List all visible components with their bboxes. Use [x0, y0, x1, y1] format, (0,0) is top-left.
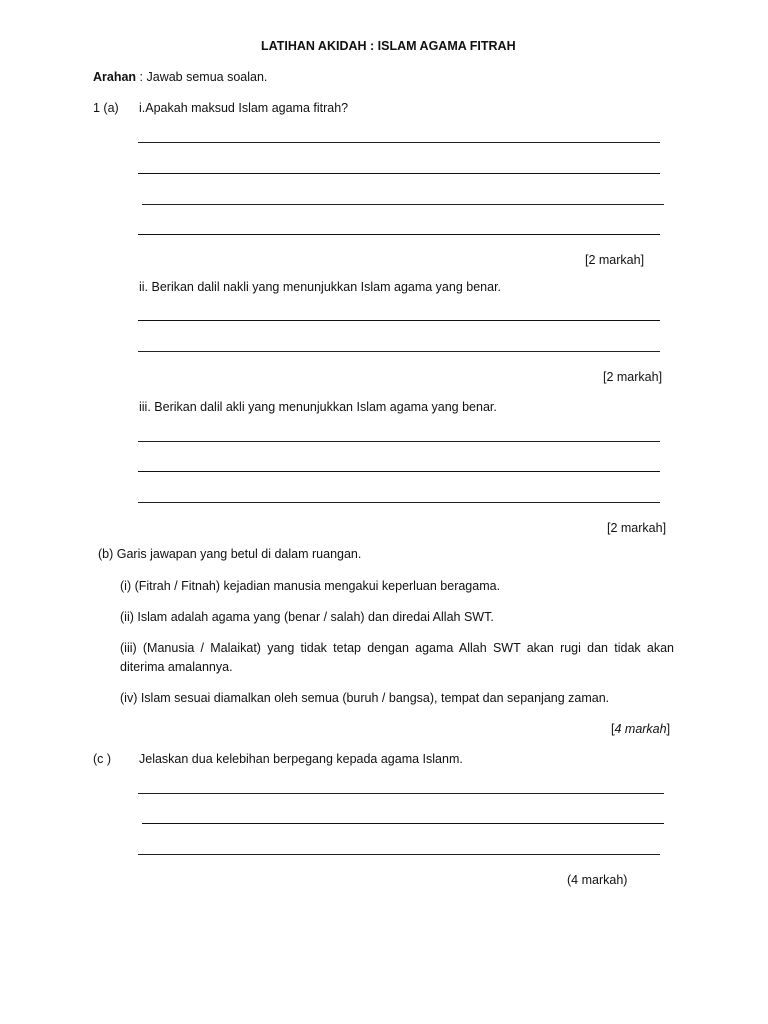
answer-line	[138, 173, 660, 174]
answer-line	[138, 471, 660, 472]
question-b-prompt: (b) Garis jawapan yang betul di dalam ruangan.	[98, 547, 362, 561]
answer-line	[138, 351, 660, 352]
question-b-item-iii: (iii) (Manusia / Malaikat) yang tidak tetap dengan agama Allah SWT akan rugi dan tidak akan	[120, 641, 674, 655]
question-b-item-i: (i) (Fitrah / Fitnah) kejadian manusia mengakui keperluan beragama.	[120, 579, 501, 593]
question-b-item-iii-continued: diterima amalannya.	[120, 660, 233, 674]
question-c-text: Jelaskan dua kelebihan berpegang kepada agama Islanm.	[139, 752, 463, 766]
answer-line	[138, 142, 660, 143]
question-b-item-iv: (iv) Islam sesuai diamalkan oleh semua (buruh / bangsa), tempat dan sepanjang zaman.	[120, 691, 610, 705]
question-b-item-ii: (ii) Islam adalah agama yang (benar / salah) dan diredai Allah SWT.	[120, 610, 494, 624]
marks-bracket-open: [	[611, 722, 615, 736]
question-1a-i-marks: [2 markah]	[585, 253, 645, 267]
worksheet-title: LATIHAN AKIDAH : ISLAM AGAMA FITRAH	[261, 39, 516, 53]
instruction	[93, 69, 267, 85]
question-c-marks: (4 markah)	[567, 873, 628, 887]
question-1a-iii-marks: [2 markah]	[607, 521, 667, 535]
answer-line	[142, 823, 664, 824]
answer-line	[142, 204, 664, 205]
question-1a-ii-marks: [2 markah]	[603, 370, 663, 384]
question-c-number: (c )	[93, 752, 112, 766]
question-1a-iii-text: iii. Berikan dalil akli yang menunjukkan Islam agama yang benar.	[139, 400, 497, 414]
question-1a-number: 1 (a)	[93, 101, 119, 115]
question-1a-i-text: i.Apakah maksud Islam agama fitrah?	[139, 101, 349, 115]
question-1a-ii-text: ii. Berikan dalil nakli yang menunjukkan Islam agama yang benar.	[139, 280, 502, 294]
question-b-marks	[611, 721, 670, 737]
answer-line	[138, 320, 660, 321]
instruction-label: Arahan	[93, 70, 137, 84]
answer-line	[138, 441, 660, 442]
answer-line	[138, 854, 660, 855]
answer-line	[138, 793, 664, 794]
answer-line	[138, 502, 660, 503]
marks-bracket-close: ]	[666, 722, 671, 736]
answer-line	[138, 234, 660, 235]
marks-text: 4 markah	[614, 722, 667, 736]
instruction-text: : Jawab semua soalan.	[136, 70, 268, 84]
